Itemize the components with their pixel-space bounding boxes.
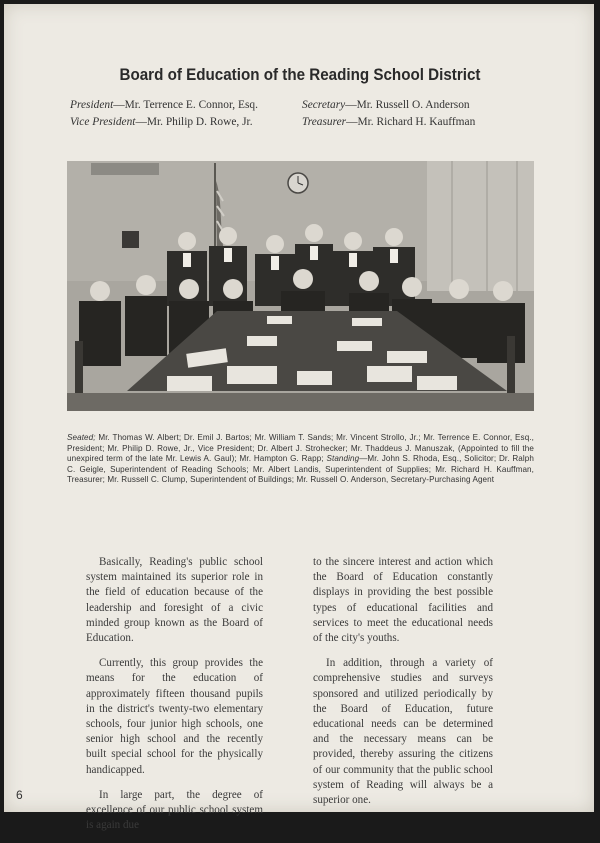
- vice-president-line: [70, 114, 258, 131]
- treasurer-name: —Mr. Richard H. Kauffman: [346, 116, 476, 128]
- officers-right: [302, 97, 475, 131]
- secretary-label: Secretary: [302, 99, 346, 111]
- caption-seated-text: Mr. Thomas W. Albert; Dr. Emil J. Bartos; Mr. William T. Sands; Mr. Vincent Strollo, Jr.; Mr. Terrence E. Connor, Esq., President; Mr. Philip D. Rowe, Jr., Vice President; Dr. Albert J. Strohecker; Mr. Thaddeus J. Manuszak, (Appointed to fill the unexpired term of the late Mr. Lewis A. Gaul); Mr. Hampton G. Rapp;: [67, 433, 534, 464]
- caption-standing-label: Standing: [326, 454, 360, 464]
- secretary-name: —Mr. Russell O. Anderson: [345, 99, 470, 111]
- officers-left: [70, 97, 258, 131]
- body-paragraph: to the sincere interest and action which the Board of Education constantly displays in providing the best possible types of educational facilities and services to meet the educational needs of the city's youths.: [313, 556, 493, 645]
- body-column-right: [313, 555, 493, 818]
- page-number: 6: [16, 788, 23, 802]
- vice-president-name: —Mr. Philip D. Rowe, Jr.: [135, 116, 253, 128]
- president-name: —Mr. Terrence E. Connor, Esq.: [113, 99, 258, 111]
- vice-president-label: Vice President: [70, 116, 136, 128]
- board-photo-illustration: [67, 161, 534, 411]
- president-label: President: [70, 99, 114, 111]
- caption-seated-label: Seated;: [67, 433, 96, 442]
- caption-standing-text: —Mr. John S. Rhoda, Esq., Solicitor; Dr. Ralph C. Geigle, Superintendent of Reading Schools; Mr. Albert Landis, Superintendent of Supplies; Mr. Richard H. Kauffman, Treasurer; Mr. Russell C. Clump, Superintendent of Buildings; Mr. Russell O. Anderson, Secretary-Purchasing Agent: [67, 454, 534, 485]
- body-paragraph: In large part, the degree of excellence of our public school system is again due: [86, 788, 263, 832]
- body-column-left: [86, 555, 263, 843]
- body-paragraph: In addition, through a variety of comprehensive studies and surveys sponsored and utilized periodically by the Board of Education, future educational needs can be determined and the necessary means can be provided, thereby assuring the citizens of our community that the public school system of Reading will always be a superior one.: [313, 657, 493, 807]
- treasurer-line: [302, 114, 475, 131]
- photo-caption: [67, 433, 534, 486]
- treasurer-label: Treasurer: [302, 116, 347, 128]
- page-title: Board of Education of the Reading School District: [119, 66, 481, 84]
- body-paragraph: Currently, this group provides the means for the education of approximately fifteen thousand pupils in the district's twenty-two elementary schools, four junior high schools, one senior high school and the recently built special school for the physically handicapped.: [86, 657, 263, 776]
- secretary-line: [302, 97, 475, 114]
- body-paragraph: Basically, Reading's public school system maintained its superior role in the field of education because of the leadership and foresight of a civic minded group known as the Board of Education.: [86, 556, 263, 645]
- board-group-photo: [67, 161, 534, 411]
- president-line: [70, 97, 258, 114]
